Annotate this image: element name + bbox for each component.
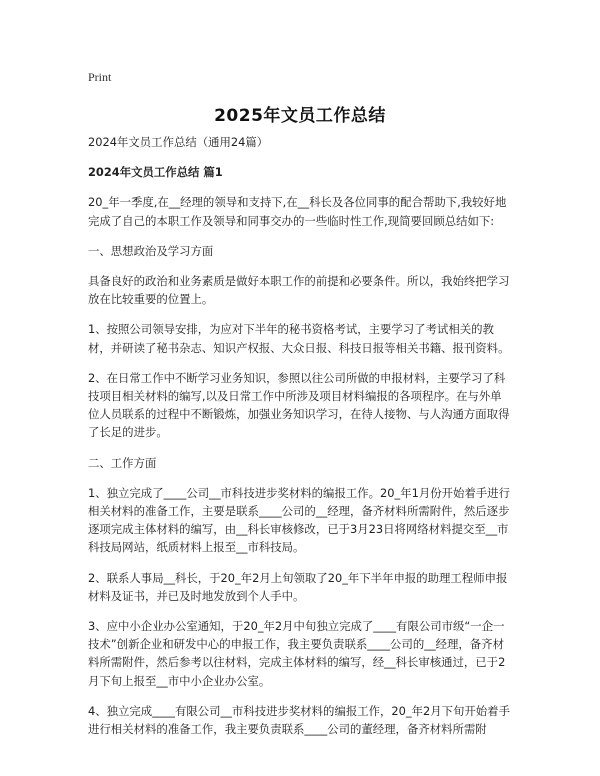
document-subtitle: 2024年文员工作总结（通用24篇） — [88, 135, 269, 149]
document-body — [88, 133, 513, 750]
heading-politics-study: 一、思想政治及学习方面 — [88, 243, 214, 258]
paragraph: 4、独立完成____有限公司__市科技进步奖材料的编报工作，20_年2月下旬开始着手进行相关材料的准备工作，我主要负责联系____公司的董经理，备齐材料所需附 — [88, 703, 510, 737]
page-title: 2025年文员工作总结 — [214, 106, 386, 126]
heading-work: 二、工作方面 — [88, 455, 157, 470]
paragraph: 2、在日常工作中不断学习业务知识，参照以往公司所做的申报材料，主要学习了科技项目相关材料的编写,以及日常工作中所涉及项目材料编报的各项程序。在与外单位人员联系的过程中不断锻炼，加强业务知识学习，在待人接物、与人沟通方面取得了长足的进步。 — [88, 370, 510, 440]
paragraph: 3、应中小企业办公室通知，于20_年2月中旬独立完成了____有限公司市级“一企一技术”创新企业和研发中心的申报工作，我主要负责联系____公司的__经理，备齐材料所需附件，然后参考以往材料，完成主体材料的编写，经__科长审核通过，已于2月下旬上报至__市中小企业办公室。 — [88, 619, 506, 688]
paragraph: 2、联系人事局__科长，于20_年2月上旬领取了20_年下半年申报的助理工程师申报材料及证书，并已及时地发放到个人手中。 — [88, 570, 508, 603]
paragraph: 1、独立完成了____公司__市科技进步奖材料的编报工作。20_年1月份开始着手进行相关材料的准备工作，主要是联系____公司的__经理，备齐材料所需附件，然后逐步逐项完成主体材料的编写，由__科长审核修改，已于3月23日将网络材料提交至__市科技局网站，纸质材料上报至__市科技局。 — [88, 485, 510, 555]
paragraph-intro: 20_年一季度,在__经理的领导和支持下,在__科长及各位同事的配合帮助下,我较好地完成了自己的本职工作及领导和同事交办的一些临时性工作,现简要回顾总结如下: — [88, 195, 507, 228]
print-label: Print — [88, 70, 112, 84]
paragraph: 1、按照公司领导安排，为应对下半年的秘书资格考试，主要学习了考试相关的教材，并研读了秘书杂志、知识产权报、大众日报、科技日报等相关书籍、报刊资料。 — [88, 322, 510, 355]
paragraph: 具备良好的政治和业务素质是做好本职工作的前提和必要条件。所以，我始终把学习放在比较重要的位置上。 — [88, 274, 510, 307]
section-title: 2024年文员工作总结 篇1 — [88, 165, 223, 180]
